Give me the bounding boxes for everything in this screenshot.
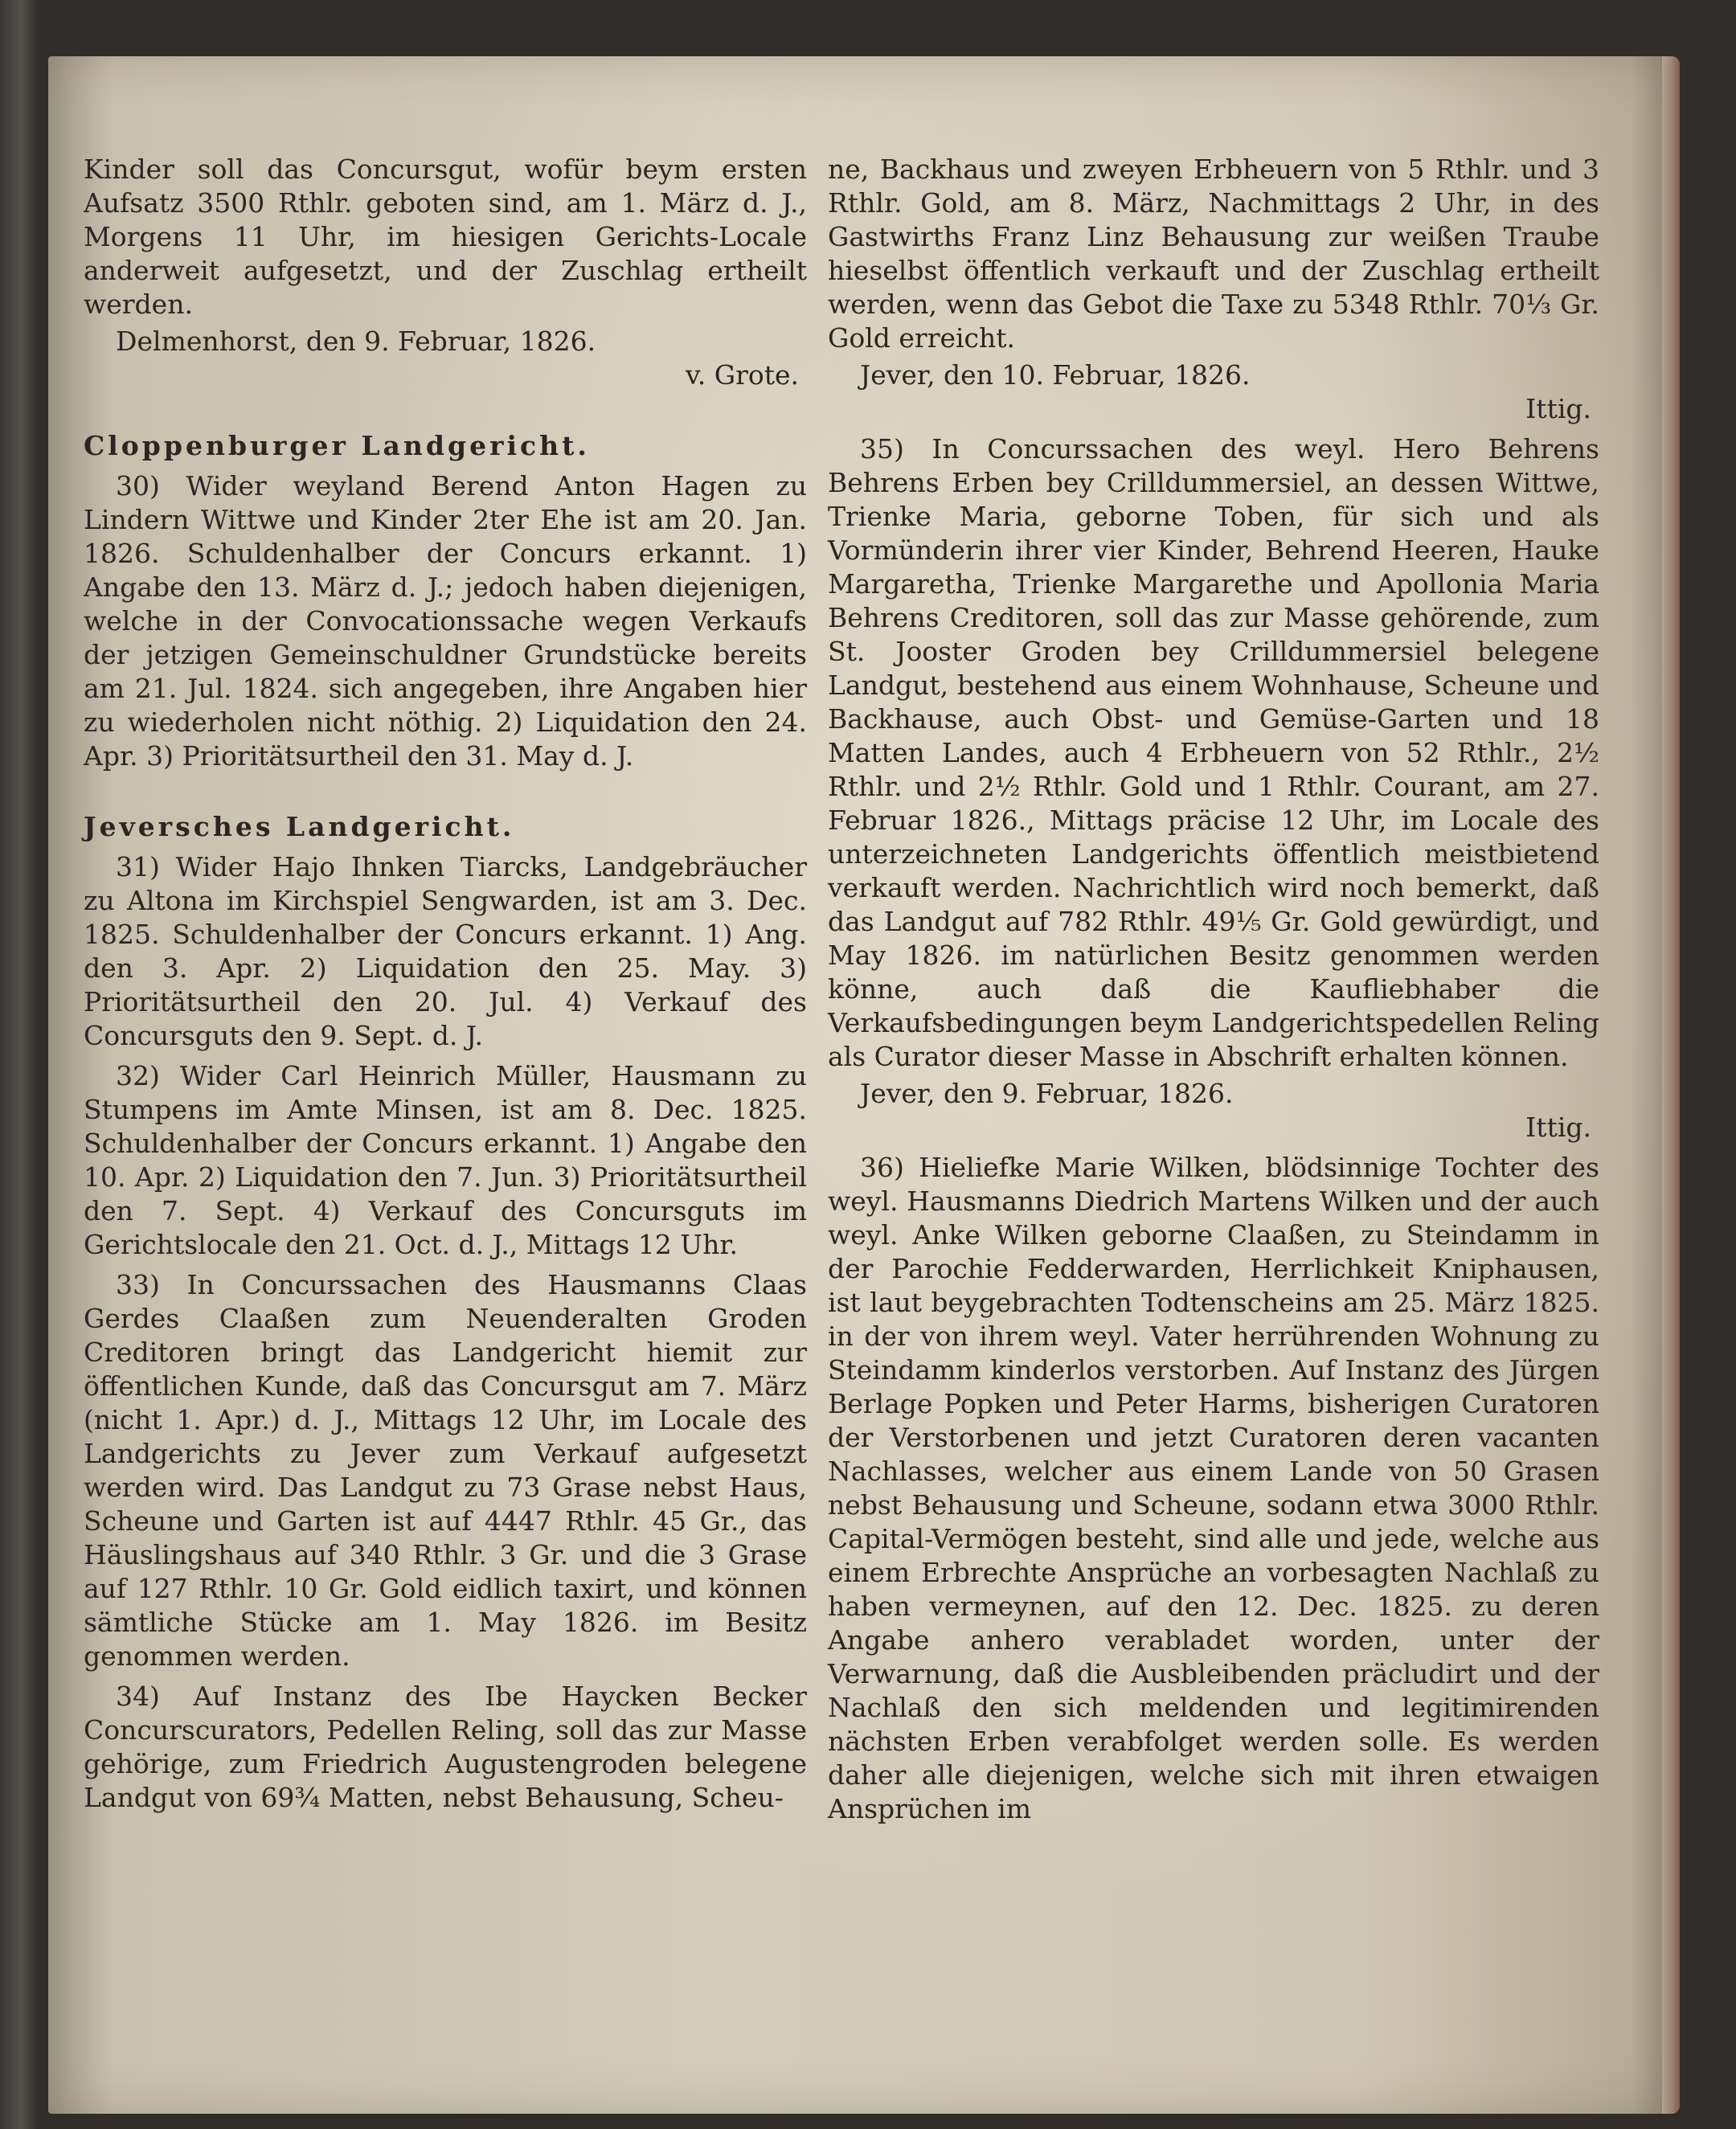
notice-entry: 34) Auf Instanz des Ibe Haycken Becker Concurscurators, Pedellen Reling, soll das zur Masse gehörige, zum Friedrich Augustengroden belegene Landgut von 69¾ Matten, nebst Behausung, Scheu-	[84, 1681, 807, 1813]
signature: v. Grote.	[686, 359, 799, 391]
notice-entry: 36) Hieliefke Marie Wilken, blödsinnige Tochter des weyl. Hausmanns Diedrich Martens Wilken und der auch weyl. Anke Wilken geborne Claaßen, zu Steindamm in der Parochie Fedderwarden, Herrlichkeit Kniphausen, ist laut beygebrachten Todtenscheins am 25. März 1825. in der von ihrem weyl. Vater herrührenden Wohnung zu Steindamm kinderlos verstorben. Auf Instanz des Jürgen Berlage Popken und Peter Harms, bisherigen Curatoren der Verstorbenen und jetzt Curatoren deren vacanten Nachlasses, welcher aus einem Lande von 50 Grasen nebst Behausung und Scheune, sodann etwa 3000 Rthlr. Capital-Vermögen besteht, sind alle und jede, welche aus einem Erbrechte Ansprüche an vorbesagten Nachlaß zu haben vermeynen, auf den 12. Dec. 1825. zu deren Angabe anhero verabladet worden, unter der Verwarnung, daß die Ausbleibenden präcludirt und der Nachlaß den sich meldenden und legitimirenden nächsten Erben verabfolget werden solle. Es werden daher alle diejenigen, welche sich mit ihren etwaigen Ansprüchen im	[828, 1152, 1599, 1824]
notice-entry: 31) Wider Hajo Ihnken Tiarcks, Landgebräucher zu Altona im Kirchspiel Sengwarden, ist am 3. Dec. 1825. Schuldenhalber der Concurs erkannt. 1) Ang. den 3. Apr. 2) Liquidation den 25. May. 3) Prioritätsurtheil den 20. Jul. 4) Verkauf des Concursguts den 9. Sept. d. J.	[84, 851, 807, 1051]
notice-entry: 30) Wider weyland Berend Anton Hagen zu Lindern Wittwe und Kinder 2ter Ehe ist am 20. Jan. 1826. Schuldenhalber der Concurs erkannt. 1) Angabe den 13. März d. J.; jedoch haben diejenigen, welche in der Convocationssache wegen Verkaufs der jetzigen Gemeinschuldner Grundstücke bereits am 21. Jul. 1824. sich angegeben, ihre Angaben hier zu wiederholen nicht nöthig. 2) Liquidation den 24. Apr. 3) Prioritätsurtheil den 31. May d. J.	[84, 470, 807, 772]
dateline: Jever, den 10. Februar, 1826.	[860, 359, 1251, 391]
continued-paragraph: Kinder soll das Concursgut, wofür beym ersten Aufsatz 3500 Rthlr. geboten sind, am 1. März d. J., Morgens 11 Uhr, im hiesigen Gerichts-Locale anderweit aufgesetzt, und der Zuschlag ertheilt werden.	[84, 154, 807, 320]
court-heading: Cloppenburger Landgericht.	[84, 430, 590, 461]
notice-entry: 35) In Concurssachen des weyl. Hero Behrens Behrens Erben bey Crilldummersiel, an dessen Wittwe, Trienke Maria, geborne Toben, für sich und als Vormünderin ihrer vier Kinder, Behrend Heeren, Hauke Margaretha, Trienke Margarethe und Apollonia Maria Behrens Creditoren, soll das zur Masse gehörende, zum St. Jooster Groden bey Crilldummersiel belegene Landgut, bestehend aus einem Wohnhause, Scheune und Backhause, auch Obst- und Gemüse-Garten und 18 Matten Landes, auch 4 Erbheuern von 52 Rthlr., 2½ Rthlr. und 2½ Rthlr. Gold und 1 Rthlr. Courant, am 27. Februar 1826., Mittags präcise 12 Uhr, im Locale des unterzeichneten Landgerichts öffentlich meistbietend verkauft werden. Nachrichtlich wird noch bemerkt, daß das Landgut auf 782 Rthlr. 49⅕ Gr. Gold gewürdigt, und May 1826. im natürlichen Besitz genommen werden könne, auch daß die Kaufliebhaber die Verkaufsbedingungen beym Landgerichtspedellen Reling als Curator dieser Masse in Abschrift erhalten können.	[828, 433, 1599, 1072]
court-heading: Jeversches Landgericht.	[84, 811, 515, 842]
newspaper-page	[48, 56, 1680, 2114]
continued-paragraph: ne, Backhaus und zweyen Erbheuern von 5 Rthlr. und 3 Rthlr. Gold, am 8. März, Nachmittags 2 Uhr, in des Gastwirths Franz Linz Behausung zur weißen Traube hieselbst öffentlich verkauft und der Zuschlag ertheilt werden, wenn das Gebot die Taxe zu 5348 Rthlr. 70⅓ Gr. Gold erreicht.	[828, 154, 1599, 354]
page-edge	[1662, 56, 1680, 2114]
dateline: Delmenhorst, den 9. Februar, 1826.	[116, 325, 596, 357]
signature: Ittig.	[1525, 1112, 1591, 1143]
dateline: Jever, den 9. Februar, 1826.	[860, 1078, 1234, 1109]
signature: Ittig.	[1525, 393, 1591, 424]
notice-entry: 32) Wider Carl Heinrich Müller, Hausmann zu Stumpens im Amte Minsen, ist am 8. Dec. 1825. Schuldenhalber der Concurs erkannt. 1) Angabe den 10. Apr. 2) Liquidation den 7. Jun. 3) Prioritätsurtheil den 7. Sept. 4) Verkauf des Concursguts im Gerichtslocale den 21. Oct. d. J., Mittags 12 Uhr.	[84, 1060, 807, 1260]
right-column	[828, 153, 1599, 1826]
notice-entry: 33) In Concurssachen des Hausmanns Claas Gerdes Claaßen zum Neuenderalten Groden Creditoren bringt das Landgericht hiemit zur öffentlichen Kunde, daß das Concursgut am 7. März (nicht 1. Apr.) d. J., Mittags 12 Uhr, im Locale des Landgerichts zu Jever zum Verkauf aufgesetzt werden wird. Das Landgut zu 73 Grase nebst Haus, Scheune und Garten ist auf 4447 Rthlr. 45 Gr., das Häuslingshaus auf 340 Rthlr. 3 Gr. und die 3 Grase auf 127 Rthlr. 10 Gr. Gold eidlich taxirt, und können sämtliche Stücke am 1. May 1826. im Besitz genommen werden.	[84, 1269, 807, 1672]
left-column	[84, 153, 807, 1815]
